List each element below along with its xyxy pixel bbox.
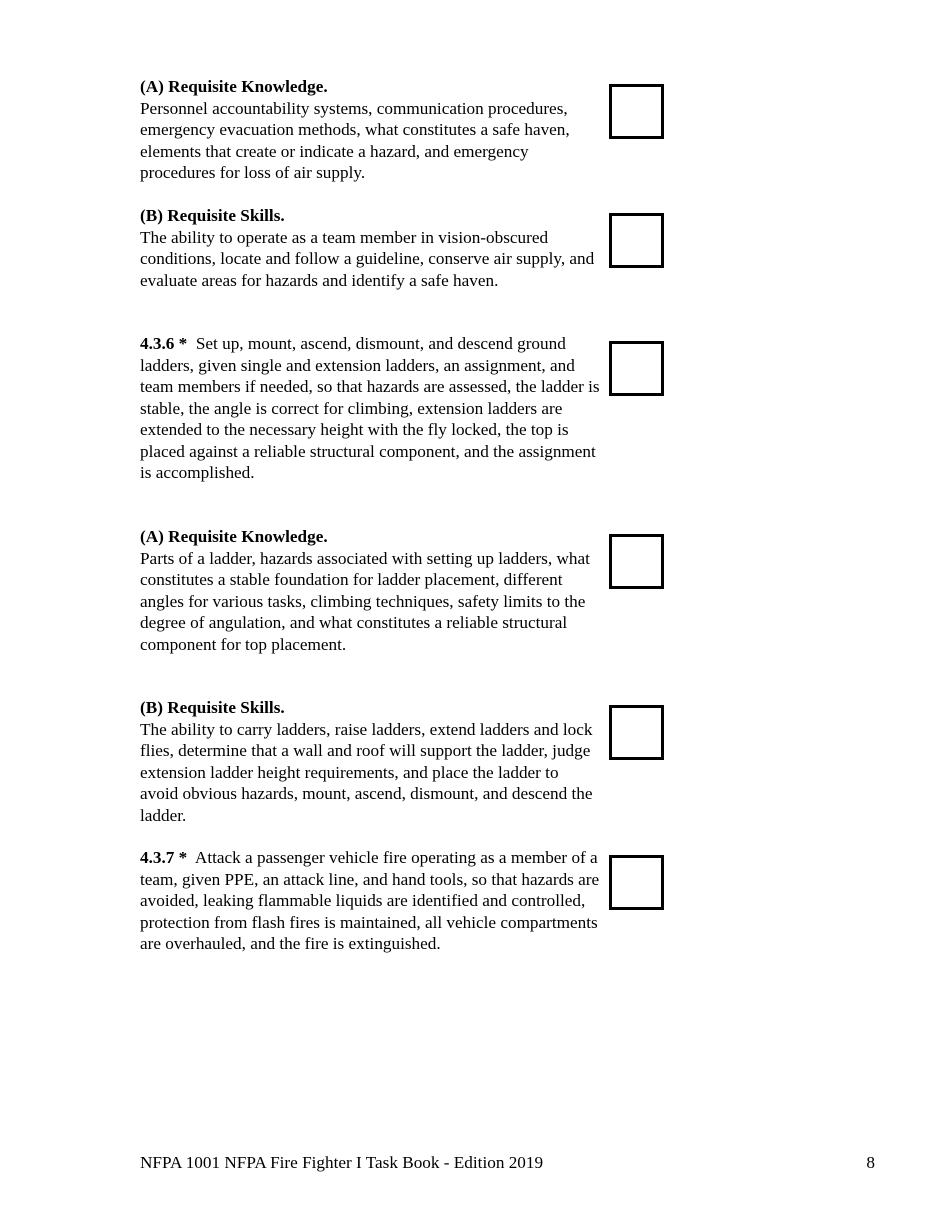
section-text: Personnel accountability systems, communication procedures, emergency evacuation methods, what constitutes a safe haven, elements that create or indicate a hazard, and emergency procedures for loss of air supply. <box>140 98 570 182</box>
section-heading: (A) Requisite Knowledge. <box>140 77 328 96</box>
section-requisite-knowledge-4-3-6 <box>140 526 600 655</box>
section-heading: (B) Requisite Skills. <box>140 698 285 717</box>
signoff-checkbox-2[interactable] <box>609 213 664 268</box>
section-heading: (B) Requisite Skills. <box>140 206 285 225</box>
section-requisite-skills-4-3-5 <box>140 205 600 291</box>
section-task-4-3-7 <box>140 847 600 955</box>
footer-title: NFPA 1001 NFPA Fire Fighter I Task Book - Edition 2019 <box>140 1153 544 1172</box>
signoff-checkbox-6[interactable] <box>609 855 664 910</box>
page-number: 8 <box>866 1153 875 1172</box>
section-text: The ability to operate as a team member in vision-obscured conditions, locate and follow a guideline, conserve air supply, and evaluate areas for hazards and identify a safe haven. <box>140 227 595 290</box>
task-text: Attack a passenger vehicle fire operating as a member of a team, given PPE, an attack line, and hand tools, so that hazards are avoided, leaking flammable liquids are identified and controlled, protection from flash fires is maintained, all vehicle compartments are overhauled, and the fire is extinguished. <box>140 848 600 953</box>
section-heading: (A) Requisite Knowledge. <box>140 527 328 546</box>
section-task-4-3-6 <box>140 333 600 484</box>
section-text: The ability to carry ladders, raise ladders, extend ladders and lock flies, determine that a wall and roof will support the ladder, judge extension ladder height requirements, and place the ladder to avoid obvious hazards, mount, ascend, dismount, and descend the ladder. <box>140 719 593 825</box>
section-text: Parts of a ladder, hazards associated with setting up ladders, what constitutes a stable foundation for ladder placement, different angles for various tasks, climbing techniques, safety limits to the degree of angulation, and what constitutes a reliable structural component for top placement. <box>140 548 590 654</box>
signoff-checkbox-4[interactable] <box>609 534 664 589</box>
section-requisite-knowledge-4-3-5 <box>140 76 600 184</box>
signoff-checkbox-1[interactable] <box>609 84 664 139</box>
task-number: 4.3.6 * <box>140 334 188 353</box>
signoff-checkbox-3[interactable] <box>609 341 664 396</box>
task-number: 4.3.7 * <box>140 848 188 867</box>
section-requisite-skills-4-3-6 <box>140 697 600 826</box>
task-text: Set up, mount, ascend, dismount, and descend ground ladders, given single and extension ladders, an assignment, and team members if needed, so that hazards are assessed, the ladder is stable, the angle is correct for climbing, extension ladders are extended to the necessary height with the fly locked, the top is placed against a reliable structural component, and the assignment is accomplished. <box>140 334 600 482</box>
signoff-checkbox-5[interactable] <box>609 705 664 760</box>
